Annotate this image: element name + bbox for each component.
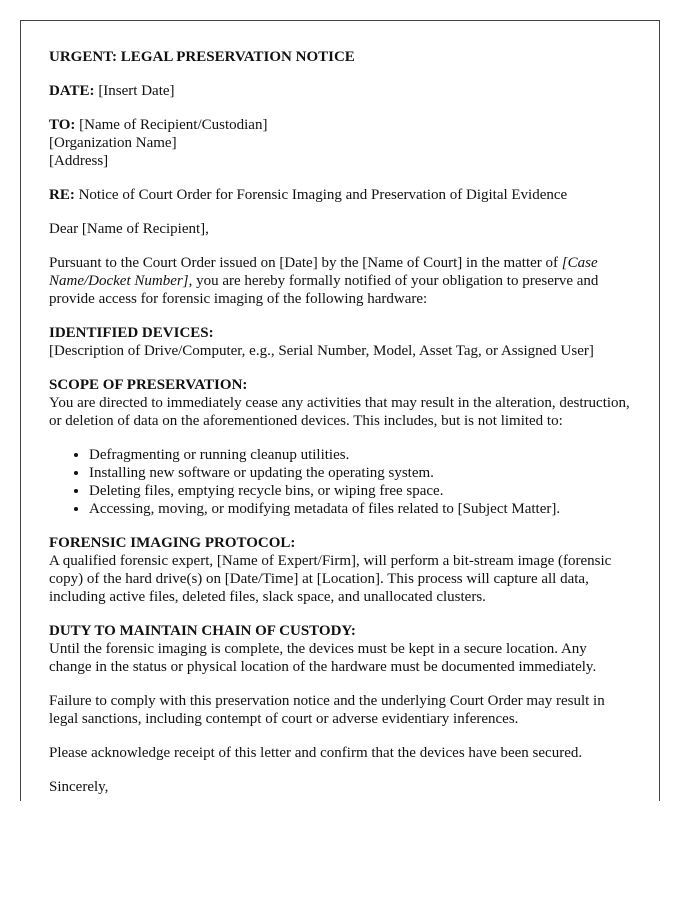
letter-title: URGENT: LEGAL PRESERVATION NOTICE — [49, 49, 355, 65]
scope-heading: SCOPE OF PRESERVATION: — [49, 377, 248, 393]
re-label: RE: — [49, 187, 75, 203]
protocol-text: A qualified forensic expert, [Name of Expert/Firm], will perform a bit-stream image (forensic copy) of the hard drive(s) on [Date/Time] at [Location]. This process will capture all data, including active files, deleted files, slack space, and unallocated clusters. — [49, 553, 612, 605]
list-item: • Accessing, moving, or modifying metadata of files related to [Subject Matter]. — [89, 500, 631, 518]
intro-paragraph — [49, 254, 631, 308]
case-name: [Case Name/Docket Number] — [49, 255, 598, 289]
date-value: [Insert Date] — [98, 83, 175, 99]
date-label: DATE: — [49, 83, 95, 99]
failure-paragraph: Failure to comply with this preservation notice and the underlying Court Order may result in legal sanctions, including contempt of court or adverse evidentiary inferences. — [49, 693, 605, 727]
re-value: Notice of Court Order for Forensic Imaging and Preservation of Digital Evidence — [78, 187, 568, 203]
devices-heading: IDENTIFIED DEVICES: — [49, 325, 214, 341]
salutation: Dear [Name of Recipient], — [49, 221, 209, 237]
acknowledge-paragraph: Please acknowledge receipt of this letter and confirm that the devices have been secured. — [49, 745, 583, 761]
closing: Sincerely, — [49, 779, 109, 795]
re-line — [49, 186, 631, 204]
custody-text: Until the forensic imaging is complete, the devices must be kept in a secure location. Any change in the status or physical location of the hardware must be documented immediately. — [49, 641, 597, 675]
organization-name: [Organization Name] — [49, 135, 177, 151]
list-item: • Deleting files, emptying recycle bins, or wiping free space. — [89, 482, 631, 500]
recipient-name: [Name of Recipient/Custodian] — [79, 117, 268, 133]
custody-heading: DUTY TO MAINTAIN CHAIN OF CUSTODY: — [49, 623, 356, 639]
intro-text-rest: , you are hereby formally notified of your obligation to preserve and provide access for forensic imaging of the following hardware: — [49, 273, 599, 307]
date-line — [49, 82, 631, 100]
address: [Address] — [49, 153, 109, 169]
scope-list — [49, 446, 631, 518]
protocol-heading: FORENSIC IMAGING PROTOCOL: — [49, 535, 296, 551]
to-label: TO: — [49, 117, 76, 133]
intro-text: Pursuant to the Court Order issued on [Date] by the [Name of Court] in the matter of — [49, 255, 559, 271]
scope-text: You are directed to immediately cease any activities that may result in the alteration, destruction, or deletion of data on the aforementioned devices. This includes, but is not limited to: — [49, 395, 630, 429]
list-item: • Defragmenting or running cleanup utilities. — [89, 446, 631, 464]
devices-text: [Description of Drive/Computer, e.g., Serial Number, Model, Asset Tag, or Assigned User] — [49, 343, 594, 359]
letter-page — [20, 20, 660, 801]
list-item: • Installing new software or updating the operating system. — [89, 464, 631, 482]
to-block — [49, 116, 631, 170]
